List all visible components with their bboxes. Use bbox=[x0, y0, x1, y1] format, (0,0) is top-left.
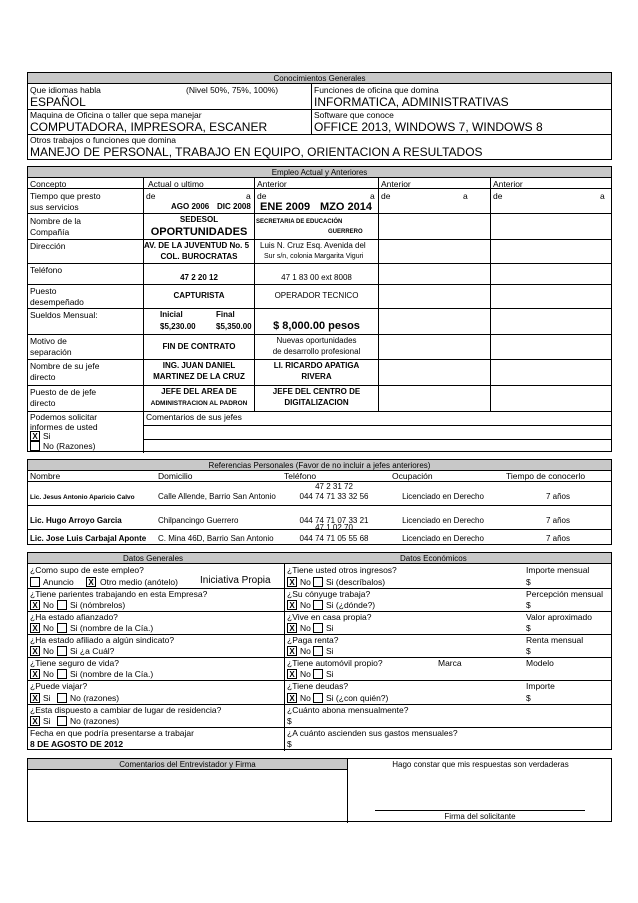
viajar-si-checkbox[interactable]: X bbox=[30, 693, 40, 703]
parientes-no-label: No bbox=[43, 600, 54, 610]
abona-value[interactable]: $ bbox=[287, 716, 292, 726]
ref-nombre[interactable]: Lic. Jose Luis Carbajal Aponte bbox=[30, 534, 147, 543]
anuncio-label: Anuncio bbox=[43, 577, 74, 587]
casa-si-checkbox[interactable] bbox=[313, 623, 323, 633]
col-telefono: Teléfono bbox=[284, 471, 317, 481]
de-label: de bbox=[493, 191, 503, 201]
actual-desde[interactable]: AGO 2006 bbox=[171, 202, 210, 211]
actual-direccion-1[interactable]: AV. DE LA JUVENTUD No. 5 bbox=[144, 241, 250, 250]
viajar-no-checkbox[interactable] bbox=[57, 693, 67, 703]
actual-jefe-2[interactable]: MARTINEZ DE LA CRUZ bbox=[153, 372, 245, 381]
conyuge-no-checkbox[interactable]: X bbox=[287, 600, 297, 610]
col-anterior-3: Anterior bbox=[493, 179, 523, 189]
puesto-label: Puesto bbox=[30, 286, 57, 296]
casa-si-label: Si bbox=[326, 623, 334, 633]
col-concepto: Concepto bbox=[30, 179, 67, 189]
parientes-no-checkbox[interactable]: X bbox=[30, 600, 40, 610]
a-label: a bbox=[600, 191, 605, 201]
informes-no-label: No (Razones) bbox=[43, 441, 96, 451]
referencias-section bbox=[27, 459, 612, 545]
percepcion-label: Percepción mensual bbox=[526, 589, 604, 599]
gastos-value[interactable]: $ bbox=[287, 739, 292, 749]
valor-label: Valor aproximado bbox=[526, 612, 592, 622]
actual-sueldo-final[interactable]: $5,350.00 bbox=[216, 322, 252, 331]
seguro-si-label: Si (nombre de la Cía.) bbox=[70, 669, 154, 679]
software-value[interactable]: OFFICE 2013, WINDOWS 7, WINDOWS 8 bbox=[314, 120, 543, 134]
actual-puesto-jefe-2[interactable]: ADMINISTRACION AL PADRON bbox=[150, 400, 248, 407]
solicitar-label-2: informes de usted bbox=[30, 422, 98, 432]
col-nombre: Nombre bbox=[30, 471, 61, 481]
col-domicilio: Domicilio bbox=[158, 471, 193, 481]
q-otros-ingresos: ¿Tiene usted otros ingresos? bbox=[287, 565, 397, 575]
viajar-si-label: Si bbox=[43, 693, 51, 703]
actual-jefe-1[interactable]: ING. JUAN DANIEL bbox=[162, 361, 236, 370]
q-seguro: ¿Tiene seguro de vida? bbox=[30, 658, 119, 668]
importe-label: Importe bbox=[526, 681, 555, 691]
ant-puesto[interactable]: OPERADOR TECNICO bbox=[274, 291, 359, 300]
ref-ocupacion[interactable]: Licenciado en Derecho bbox=[402, 492, 484, 501]
deudas-no-checkbox[interactable]: X bbox=[287, 693, 297, 703]
ingresos-no-checkbox[interactable]: X bbox=[287, 577, 297, 587]
comentarios-entrevistador-title: Comentarios del Entrevistador y Firma bbox=[28, 759, 347, 770]
q-casa-propia: ¿Vive en casa propia? bbox=[287, 612, 372, 622]
conyuge-si-label: Si (¿dónde?) bbox=[326, 600, 376, 610]
informes-si-label: Si bbox=[43, 431, 51, 441]
empleo-section bbox=[27, 166, 612, 452]
software-label: Software que conoce bbox=[314, 110, 394, 120]
ref-nombre[interactable]: Lic. Jesus Antonio Aparicio Calvo bbox=[30, 494, 135, 501]
col-actual: Actual o ultimo bbox=[148, 179, 204, 189]
puesto-jefe-label-2: directo bbox=[30, 398, 56, 408]
deudas-si-label: Si (¿con quién?) bbox=[326, 693, 389, 703]
sueldos-label: Sueldos Mensual: bbox=[30, 310, 98, 320]
ant-sueldo[interactable]: $ 8,000.00 pesos bbox=[273, 320, 360, 332]
viajar-no-label: No (razones) bbox=[70, 693, 120, 703]
residencia-no-checkbox[interactable] bbox=[57, 716, 67, 726]
actual-puesto-jefe-1[interactable]: JEFE DEL AREA DE bbox=[161, 387, 237, 396]
q-renta: ¿Paga renta? bbox=[287, 635, 339, 645]
ref-telefono-2[interactable]: 044 74 71 33 32 56 bbox=[299, 492, 369, 501]
firma-line[interactable] bbox=[375, 810, 585, 811]
ref-tiempo[interactable]: 7 años bbox=[545, 492, 571, 501]
marca-label: Marca bbox=[438, 658, 462, 668]
parientes-si-checkbox[interactable] bbox=[57, 600, 67, 610]
otro-medio-value[interactable]: Iniciativa Propia bbox=[200, 575, 271, 586]
ingresos-si-checkbox[interactable] bbox=[313, 577, 323, 587]
maquina-label: Maquina de Oficina o taller que sepa manejar bbox=[30, 110, 202, 120]
a-label: a bbox=[463, 191, 468, 201]
actual-compania-1[interactable]: SEDESOL bbox=[179, 215, 219, 224]
importe-mensual-value[interactable]: $ bbox=[526, 577, 531, 587]
renta-si-checkbox[interactable] bbox=[313, 646, 323, 656]
conyuge-no-label: No bbox=[300, 600, 311, 610]
datos-section bbox=[27, 552, 612, 750]
telefono-label: Teléfono bbox=[30, 265, 63, 275]
idiomas-value[interactable]: ESPAÑOL bbox=[30, 95, 86, 109]
conocimientos-section bbox=[27, 72, 612, 160]
auto-si-label: Si bbox=[326, 669, 334, 679]
ref-telefono-2[interactable]: 044 74 71 05 55 68 bbox=[299, 534, 369, 543]
auto-no-checkbox[interactable]: X bbox=[287, 669, 297, 679]
deudas-si-checkbox[interactable] bbox=[313, 693, 323, 703]
comentarios-entrevistador-field[interactable] bbox=[29, 772, 346, 821]
a-label: a bbox=[370, 191, 375, 201]
col-anterior-2: Anterior bbox=[381, 179, 411, 189]
nivel-label: (Nivel 50%, 75%, 100%) bbox=[186, 85, 279, 95]
deudas-no-label: No bbox=[300, 693, 311, 703]
puesto-jefe-label: Puesto de de jefe bbox=[30, 387, 97, 397]
actual-motivo[interactable]: FIN DE CONTRATO bbox=[162, 342, 236, 351]
comentarios-jefes-label: Comentarios de sus jefes bbox=[146, 412, 242, 422]
otros-value[interactable]: MANEJO DE PERSONAL, TRABAJO EN EQUIPO, ORIENTACION A RESULTADOS bbox=[30, 145, 483, 159]
renta-value[interactable]: $ bbox=[526, 646, 531, 656]
datos-header bbox=[28, 553, 611, 564]
ref-tiempo[interactable]: 7 años bbox=[545, 534, 571, 543]
actual-telefono[interactable]: 47 2 20 12 bbox=[180, 273, 218, 282]
ref-telefono-2[interactable]: 044 74 71 07 33 21 bbox=[299, 516, 369, 525]
auto-no-label: No bbox=[300, 669, 311, 679]
ref-ocupacion[interactable]: Licenciado en Derecho bbox=[402, 516, 484, 525]
ref-domicilio[interactable]: Chilpancingo Guerrero bbox=[158, 516, 239, 525]
ref-tiempo[interactable]: 7 años bbox=[545, 516, 571, 525]
actual-hasta[interactable]: DIC 2008 bbox=[217, 202, 251, 211]
q-viajar: ¿Puede viajar? bbox=[30, 681, 88, 691]
casa-no-checkbox[interactable]: X bbox=[287, 623, 297, 633]
afianzado-si-label: Si (nombre de la Cía.) bbox=[70, 623, 154, 633]
percepcion-value[interactable]: $ bbox=[526, 600, 531, 610]
seguro-no-checkbox[interactable]: X bbox=[30, 669, 40, 679]
q-como-supo: ¿Como supo de este empleo? bbox=[30, 565, 144, 575]
datos-economicos-title: Datos Económicos bbox=[400, 554, 467, 563]
tiempo-label: Tiempo que presto bbox=[30, 191, 101, 201]
q-sindicato: ¿Ha estado afiliado a algún sindicato? bbox=[30, 635, 175, 645]
referencias-title: Referencias Personales (Favor de no incluir a jefes anteriores) bbox=[28, 460, 611, 471]
q-afianzado: ¿Ha estado afianzado? bbox=[30, 612, 118, 622]
ant-puesto-jefe-1[interactable]: JEFE DEL CENTRO DE bbox=[272, 387, 361, 396]
otro-medio-checkbox[interactable]: X bbox=[86, 577, 96, 587]
importe-mensual-label: Importe mensual bbox=[526, 565, 590, 575]
actual-sueldo-inicial[interactable]: $5,230.00 bbox=[160, 322, 196, 331]
ref-ocupacion[interactable]: Licenciado en Derecho bbox=[402, 534, 484, 543]
otro-medio-label: Otro medio (anótelo) bbox=[100, 577, 178, 587]
renta-no-label: No bbox=[300, 646, 311, 656]
q-deudas: ¿Tiene deudas? bbox=[287, 681, 349, 691]
seguro-si-checkbox[interactable] bbox=[57, 669, 67, 679]
renta-si-label: Si bbox=[326, 646, 334, 656]
ref-domicilio[interactable]: C. Mina 46D, Barrio San Antonio bbox=[158, 534, 274, 543]
fecha-value[interactable]: 8 DE AGOSTO DE 2012 bbox=[30, 739, 124, 749]
datos-generales-title: Datos Generales bbox=[123, 554, 184, 563]
afianzado-si-checkbox[interactable] bbox=[57, 623, 67, 633]
ant-hasta[interactable]: MZO 2014 bbox=[320, 201, 372, 213]
ant-desde[interactable]: ENE 2009 bbox=[260, 201, 311, 213]
residencia-si-label: Si bbox=[43, 716, 51, 726]
ant-direccion-2[interactable]: Sur s/n, colonia Margarita Viguri bbox=[264, 253, 364, 260]
ant-direccion-1[interactable]: Luis N. Cruz Esq. Avenida del bbox=[260, 241, 366, 250]
informes-no-checkbox[interactable] bbox=[30, 441, 40, 451]
sindicato-no-checkbox[interactable]: X bbox=[30, 646, 40, 656]
constar-text: Hago constar que mis respuestas son verdaderas bbox=[392, 760, 569, 769]
col-ocupacion: Ocupación bbox=[392, 471, 433, 481]
funciones-label: Funciones de oficina que domina bbox=[314, 85, 439, 95]
firma-section bbox=[27, 758, 612, 822]
q-fecha: Fecha en que podría presentarse a trabajar bbox=[30, 728, 194, 738]
residencia-si-checkbox[interactable]: X bbox=[30, 716, 40, 726]
puesto-label-2: desempeñado bbox=[30, 297, 84, 307]
actual-direccion-2[interactable]: COL. BUROCRATAS bbox=[160, 252, 238, 261]
casa-no-label: No bbox=[300, 623, 311, 633]
direccion-label: Dirección bbox=[30, 241, 66, 251]
ref-telefono-1[interactable]: 47 1 02 70 bbox=[315, 523, 353, 532]
actual-puesto[interactable]: CAPTURISTA bbox=[173, 291, 225, 300]
de-label: de bbox=[257, 191, 267, 201]
otros-label: Otros trabajos o funciones que domina bbox=[30, 135, 177, 145]
ant-telefono[interactable]: 47 1 83 00 ext 8008 bbox=[281, 273, 352, 282]
residencia-no-label: No (razones) bbox=[70, 716, 120, 726]
maquina-value[interactable]: COMPUTADORA, IMPRESORA, ESCANER bbox=[30, 120, 268, 134]
motivo-label-2: separación bbox=[30, 347, 72, 357]
ant-compania-1[interactable]: SECRETARIA DE EDUCACIÓN bbox=[256, 219, 343, 225]
renta-label: Renta mensual bbox=[526, 635, 584, 645]
ref-nombre[interactable]: Lic. Hugo Arroyo Garcia bbox=[30, 516, 122, 525]
renta-no-checkbox[interactable]: X bbox=[287, 646, 297, 656]
valor-value[interactable]: $ bbox=[526, 623, 531, 633]
final-label: Final bbox=[216, 310, 235, 319]
parientes-si-label: Si (nómbrelos) bbox=[70, 600, 126, 610]
firma-label: Firma del solicitante bbox=[444, 812, 516, 821]
q-parientes: ¿Tiene parientes trabajando en esta Empresa? bbox=[30, 589, 208, 599]
de-label: de bbox=[381, 191, 391, 201]
afianzado-no-label: No bbox=[43, 623, 54, 633]
modelo-label: Modelo bbox=[526, 658, 554, 668]
anuncio-checkbox[interactable] bbox=[30, 577, 40, 587]
jefe-label-2: directo bbox=[30, 372, 56, 382]
motivo-label: Motivo de bbox=[30, 336, 67, 346]
actual-compania-2[interactable]: OPORTUNIDADES bbox=[150, 226, 248, 238]
inicial-label: Inicial bbox=[160, 310, 183, 319]
importe-value[interactable]: $ bbox=[526, 693, 531, 703]
ant-motivo-2[interactable]: de desarrollo profesional bbox=[272, 347, 361, 356]
conyuge-si-checkbox[interactable] bbox=[313, 600, 323, 610]
solicitar-label: Podemos solicitar bbox=[30, 412, 98, 422]
ingresos-no-label: No bbox=[300, 577, 311, 587]
empleo-title: Empleo Actual y Anteriores bbox=[28, 167, 611, 178]
q-automovil: ¿Tiene automóvil propio? bbox=[287, 658, 383, 668]
informes-si-checkbox[interactable]: X bbox=[30, 431, 40, 441]
ant-motivo-1[interactable]: Nuevas oportunidades bbox=[276, 336, 357, 345]
q-abona: ¿Cuánto abona mensualmente? bbox=[287, 705, 409, 715]
ant-jefe-1[interactable]: LI. RICARDO APATIGA bbox=[273, 361, 360, 370]
auto-si-checkbox[interactable] bbox=[313, 669, 323, 679]
nombre-label: Nombre de la bbox=[30, 216, 82, 226]
q-conyuge: ¿Su cónyuge trabaja? bbox=[287, 589, 371, 599]
jefe-label: Nombre de su jefe bbox=[30, 361, 100, 371]
col-anterior-1: Anterior bbox=[257, 179, 287, 189]
sindicato-si-checkbox[interactable] bbox=[57, 646, 67, 656]
ant-jefe-2[interactable]: RIVERA bbox=[301, 372, 332, 381]
idiomas-label: Que idiomas habla bbox=[30, 85, 101, 95]
seguro-no-label: No bbox=[43, 669, 54, 679]
ref-telefono-1[interactable]: 47 2 31 72 bbox=[315, 482, 353, 491]
sindicato-no-label: No bbox=[43, 646, 54, 656]
ingresos-si-label: Si (descríbalos) bbox=[326, 577, 386, 587]
de-label: de bbox=[146, 191, 156, 201]
nombre-label-2: Compañía bbox=[30, 227, 70, 237]
q-residencia: ¿Esta dispuesto a cambiar de lugar de residencia? bbox=[30, 705, 222, 715]
sindicato-si-label: Si ¿a Cuál? bbox=[70, 646, 115, 656]
ant-puesto-jefe-2[interactable]: DIGITALIZACION bbox=[284, 398, 349, 407]
col-tiempo: Tiempo de conocerlo bbox=[506, 471, 586, 481]
q-gastos: ¿A cuánto ascienden sus gastos mensuales? bbox=[287, 728, 458, 738]
a-label: a bbox=[246, 191, 251, 201]
ant-compania-2[interactable]: GUERRERO bbox=[328, 229, 363, 235]
conocimientos-title: Conocimientos Generales bbox=[28, 73, 611, 84]
ref-domicilio[interactable]: Calle Allende, Barrio San Antonio bbox=[158, 492, 276, 501]
afianzado-no-checkbox[interactable]: X bbox=[30, 623, 40, 633]
tiempo-label-2: sus servicios bbox=[30, 202, 79, 212]
funciones-value[interactable]: INFORMATICA, ADMINISTRATIVAS bbox=[314, 95, 509, 109]
